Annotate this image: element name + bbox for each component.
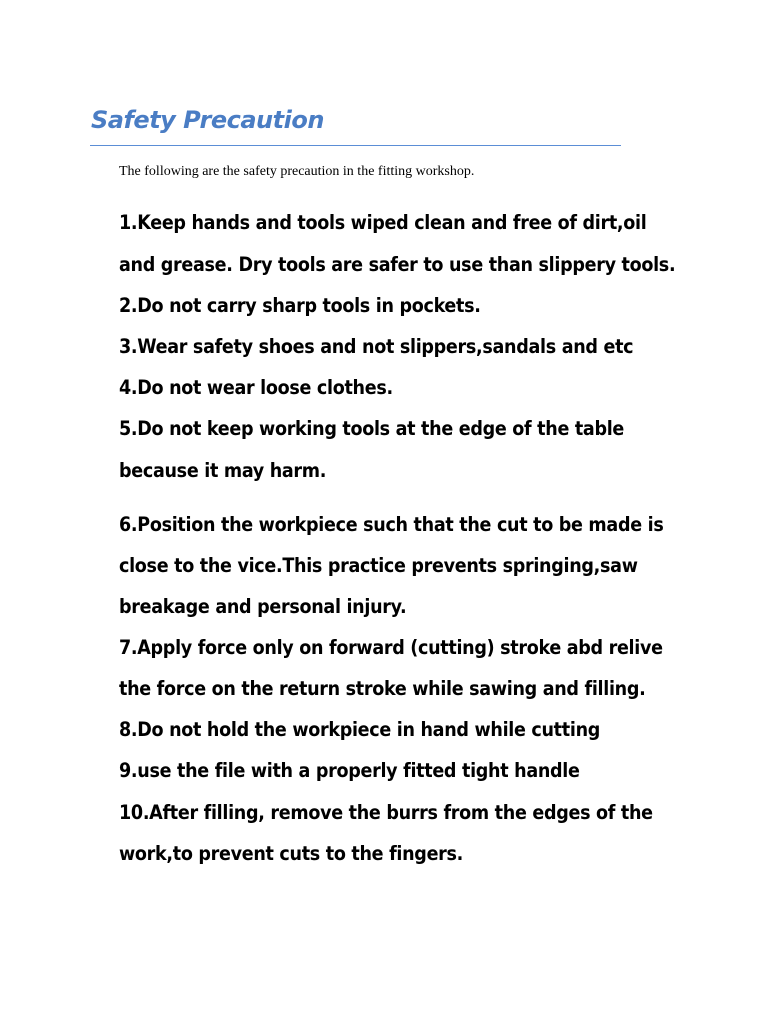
precaution-line: 7.Apply force only on forward (cutting) stroke abd relive [119,636,663,659]
precaution-line: close to the vice.This practice prevents springing,saw [119,554,638,577]
precaution-line: breakage and personal injury. [119,595,407,618]
title-underline [90,145,621,146]
precaution-line: work,to prevent cuts to the fingers. [119,842,464,865]
precaution-line: 6.Position the workpiece such that the cut to be made is [119,513,664,536]
precaution-line: 1.Keep hands and tools wiped clean and free of dirt,oil [119,211,647,234]
precaution-line: 4.Do not wear loose clothes. [119,376,393,399]
precaution-line: and grease. Dry tools are safer to use than slippery tools. [119,253,676,276]
page-title: Safety Precaution [91,106,324,134]
precaution-line: because it may harm. [119,459,327,482]
intro-text: The following are the safety precaution in the fitting workshop. [119,164,475,179]
precaution-line: 5.Do not keep working tools at the edge of the table [119,417,625,440]
precaution-line: 8.Do not hold the workpiece in hand while cutting [119,718,601,741]
precaution-line: 2.Do not carry sharp tools in pockets. [119,294,481,317]
precaution-line: 3.Wear safety shoes and not slippers,sandals and etc [119,335,634,358]
precaution-line: the force on the return stroke while sawing and filling. [119,677,646,700]
precaution-line: 10.After filling, remove the burrs from the edges of the [119,801,653,824]
precaution-line: 9.use the file with a properly fitted tight handle [119,759,580,782]
